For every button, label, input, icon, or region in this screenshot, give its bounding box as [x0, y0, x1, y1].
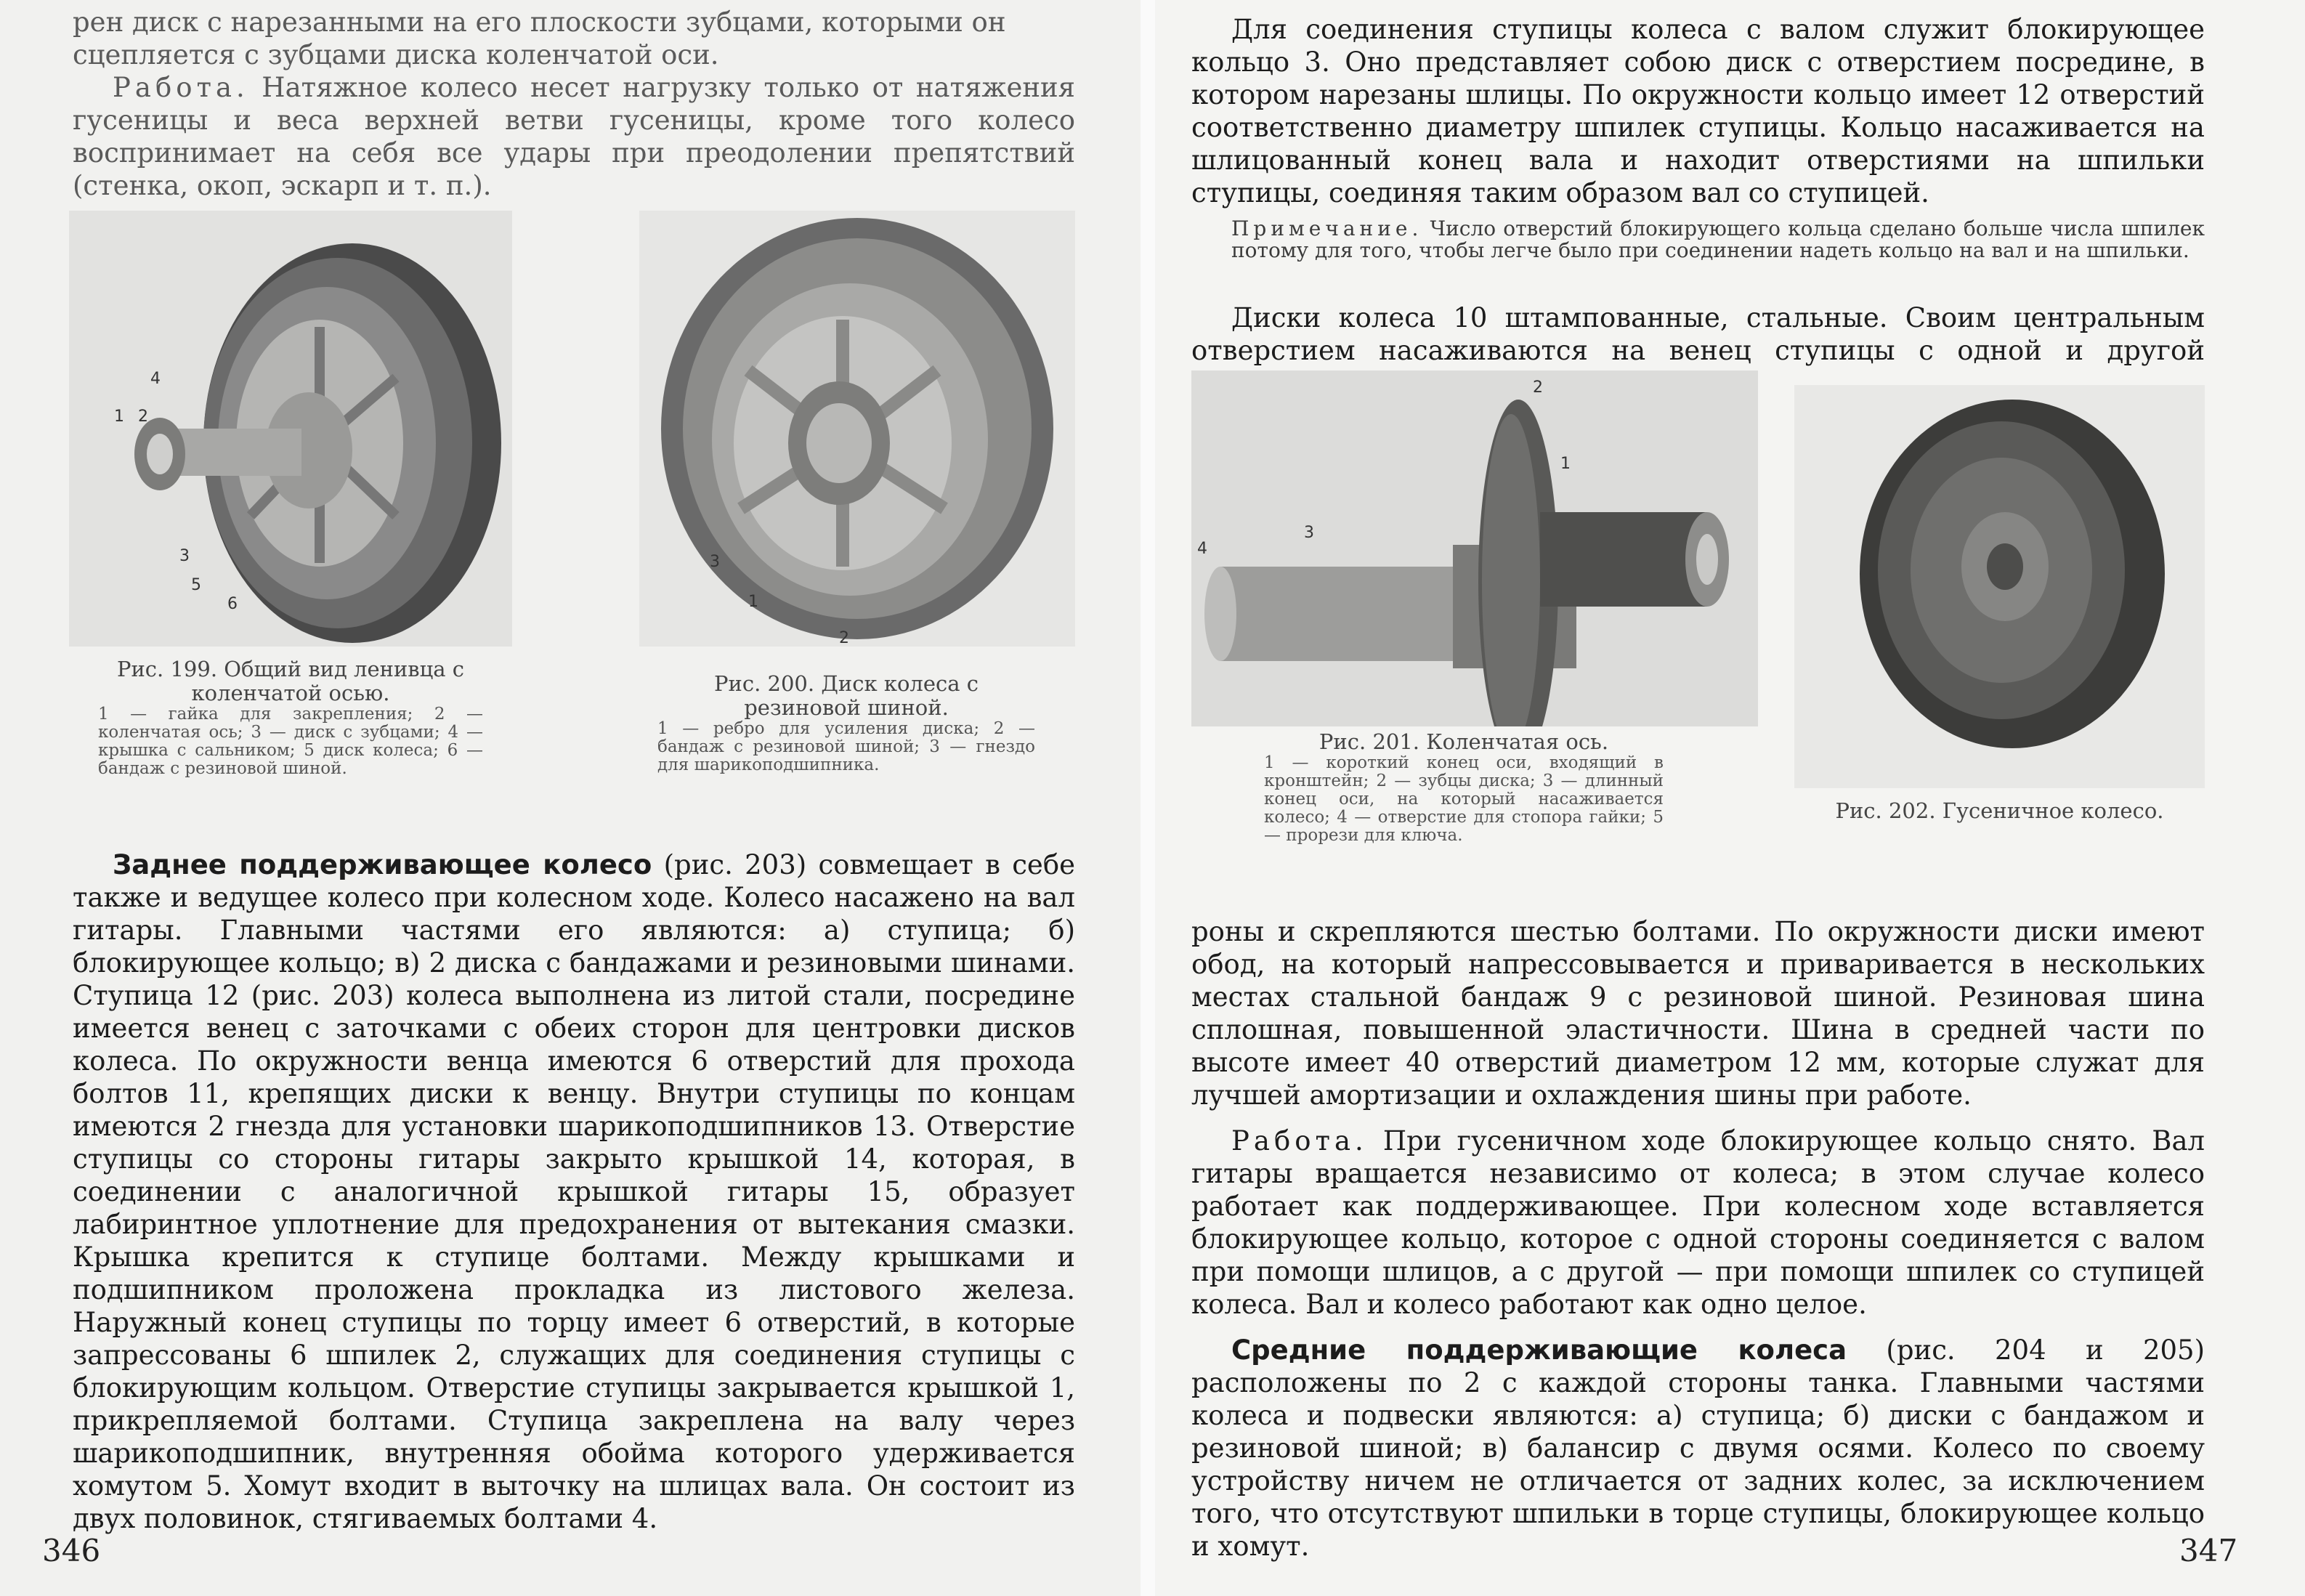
- fig201-label-4: 4: [1197, 540, 1207, 558]
- fig202-caption: Рис. 202. Гусеничное колесо.: [1835, 798, 2164, 823]
- fig201-label-1: 2: [1533, 378, 1543, 397]
- right-top-text: [1191, 13, 2205, 209]
- right-para-2-continued: роны и скрепляются шестью болтами. По окружности диски имеют обод, на который напрессовывается и приваривается в нескольких местах стальной бандаж 9 с резиновой шиной. Резиновая шина сплошная, повышенной эластичности. Шина в средней части по высоте имеет 40 отверстий диаметром 12 мм, которые служат для лучшей амортизации и охлаждения шины при работе.: [1191, 916, 2205, 1111]
- fig199-legend: 1 — гайка для закрепления; 2 — коленчатая ось; 3 — диск с зубцами; 4 — крышка с сальником; 5 диск колеса; 6 — бандаж с резиновой шиной.: [98, 705, 483, 778]
- left-top-line-2: сцепляется с зубцами диска коленчатой оси.: [73, 39, 719, 70]
- fig201-caption-block: [1264, 730, 1664, 845]
- rear-wheel-text: (рис. 203) совмещает в себе также и ведущее колесо при колесном ходе. Колесо насажено на вал гитары. Главными частями его являются: а) ступица; б) блокирующее кольцо; в) 2 диска с бандажами и резиновыми шинами. Ступица 12 (рис. 203) колеса выполнена из литой стали, посредине имеется венец с заточками с обеих сторон для центровки дисков колеса. По окружности венца имеются 6 отверстий для прохода болтов 11, крепящих диски к венцу. Внутри ступицы по концам имеются 2 гнезда для установки шарикоподшипников 13. Отверстие ступицы со стороны гитары закрыто крышкой 14, которая, в соединении с аналогичной крышкой гитары 15, образует лабиринтное уплотнение для предохранения от вытекания смазки. Крышка крепится к ступице болтами. Между крышками и подшипником проложена прокладка из листового железа. Наружный конец ступицы по торцу имеет 6 отверстий, в которые запрессованы 6 шпилек 2, служащих для соединения ступицы с блокирующим кольцом. Отверстие ступицы закрывается крышкой 1, прикрепляемой болтами. Ступица закреплена на валу через шарикоподшипник, внутренняя обойма которого удерживается хомутом 5. Хомут входит в выточку на шлицах вала. Он состоит из двух половинок, стягиваемых болтами 4.: [73, 849, 1075, 1534]
- fig201-label-2: 1: [1560, 455, 1571, 473]
- book-gutter: [1141, 0, 1155, 1596]
- fig200-legend: 1 — ребро для усиления диска; 2 — бандаж с резиновой шиной; 3 — гнездо для шарикоподшипника.: [657, 719, 1035, 774]
- note-block: [1231, 218, 2205, 262]
- note-label: Примечание.: [1231, 216, 1423, 240]
- left-main-text: [73, 848, 1075, 1535]
- fig200-image: [639, 211, 1075, 647]
- fig200-caption-block: [657, 672, 1035, 774]
- fig200-label-1: 3: [710, 553, 720, 571]
- fig201-label-3: 3: [1304, 524, 1314, 542]
- fig199-label-1: 4: [150, 370, 161, 388]
- fig199-caption-block: [98, 657, 483, 778]
- right-work-label: Работа.: [1231, 1125, 1368, 1157]
- fig201-caption: Рис. 201. Коленчатая ось.: [1318, 729, 1609, 754]
- fig199-caption: Рис. 199. Общий вид ленивца с коленчатой осью.: [116, 657, 465, 705]
- fig199-image: [69, 211, 512, 647]
- right-para-2-start: Диски колеса 10 штампованные, стальные. Своим центральным отверстием насаживаются на венец ступицы с одной и другой: [1191, 302, 2205, 366]
- fig200-label-2: 1: [748, 593, 758, 611]
- fig201-image: [1191, 370, 1758, 726]
- wheel-disk-illustration: [639, 211, 1075, 647]
- fig199-label-3: 2: [138, 408, 148, 426]
- fig199-label-6: 6: [227, 595, 238, 613]
- note-paragraph: [1231, 218, 2205, 262]
- middle-wheels-text: (рис. 204 и 205) расположены по 2 с каждой стороны танка. Главными частями колеса и подвески являются: а) ступица; б) диски с бандажом и резиновой шиной; в) балансир с двумя осями. Колесо по своему устройству ничем не отличается от задних колес, за исключением того, что отсутствуют шпильки в торце ступицы, блокирующее кольцо и хомут.: [1191, 1334, 2205, 1562]
- right-page-number: 347: [2179, 1533, 2238, 1568]
- left-top-text: [73, 6, 1075, 202]
- right-lower-text: [1191, 915, 2205, 1563]
- rear-wheel-heading: Заднее поддерживающее колесо: [113, 849, 652, 880]
- note-text: Число отверстий блокирующего кольца сделано больше числа шпилек потому для того, чтобы легче было при соединении надеть кольцо на вал и на шпильки.: [1231, 216, 2205, 262]
- idler-wheel-illustration: [69, 211, 512, 647]
- fig202-caption-block: [1794, 799, 2205, 823]
- right-page: [1155, 0, 2305, 1596]
- right-para-1: Для соединения ступицы колеса с валом служит блокирующее кольцо 3. Оно представляет собою диск с отверстием посредине, в котором нарезаны шлицы. По окружности кольцо имеет 12 отверстий соответственно диаметру шпилек ступицы. Кольцо насаживается на шлицованный конец вала и находит отверстиями на шпильки ступицы, соединяя таким образом вал со ступицей.: [1191, 14, 2205, 208]
- left-main-paragraph: [73, 848, 1075, 1535]
- middle-wheels-paragraph: [1191, 1334, 2205, 1563]
- fig199-label-4: 3: [179, 547, 190, 565]
- left-work-paragraph: [73, 71, 1075, 202]
- fig202-image: [1794, 385, 2205, 788]
- left-work-text: Натяжное колесо несет нагрузку только от натяжения гусеницы и веса верхней ветви гусеницы, кроме того колесо воспринимает на себя все удары при преодолении препятствий (стенка, окоп, эскарп и т. п.).: [73, 72, 1075, 201]
- middle-wheels-heading: Средние поддерживающие колеса: [1231, 1334, 1847, 1366]
- fig199-label-5: 5: [191, 576, 201, 594]
- fig199-label-2: 1: [114, 408, 124, 426]
- track-wheel-illustration: [1794, 385, 2205, 788]
- right-disks-paragraph-top: [1191, 301, 2205, 367]
- fig201-legend: 1 — короткий конец оси, входящий в кронштейн; 2 — зубцы диска; 3 — длинный конец оси, на который насаживается колесо; 4 — отверстие для стопора гайки; 5 — прорези для ключа.: [1264, 753, 1664, 845]
- left-top-line-1: рен диск с нарезанными на его плоскости зубцами, которыми он: [73, 7, 1006, 38]
- left-page: [0, 0, 1141, 1596]
- right-work-paragraph: [1191, 1125, 2205, 1321]
- left-work-label: Работа.: [113, 72, 249, 103]
- fig200-label-3: 2: [839, 629, 849, 647]
- fig200-caption: Рис. 200. Диск колеса с резиновой шиной.: [714, 671, 979, 720]
- left-page-number: 346: [42, 1533, 101, 1568]
- crank-axle-illustration: [1191, 370, 1758, 726]
- right-work-text: При гусеничном ходе блокирующее кольцо снято. Вал гитары вращается независимо от колеса; в этом случае колесо работает как поддерживающее. При колесном ходе вставляется блокирующее кольцо, которое с одной стороны соединяется с валом при помощи шлицов, а с другой — при помощи шпилек со ступицей колеса. Вал и колесо работают как одно целое.: [1191, 1125, 2205, 1320]
